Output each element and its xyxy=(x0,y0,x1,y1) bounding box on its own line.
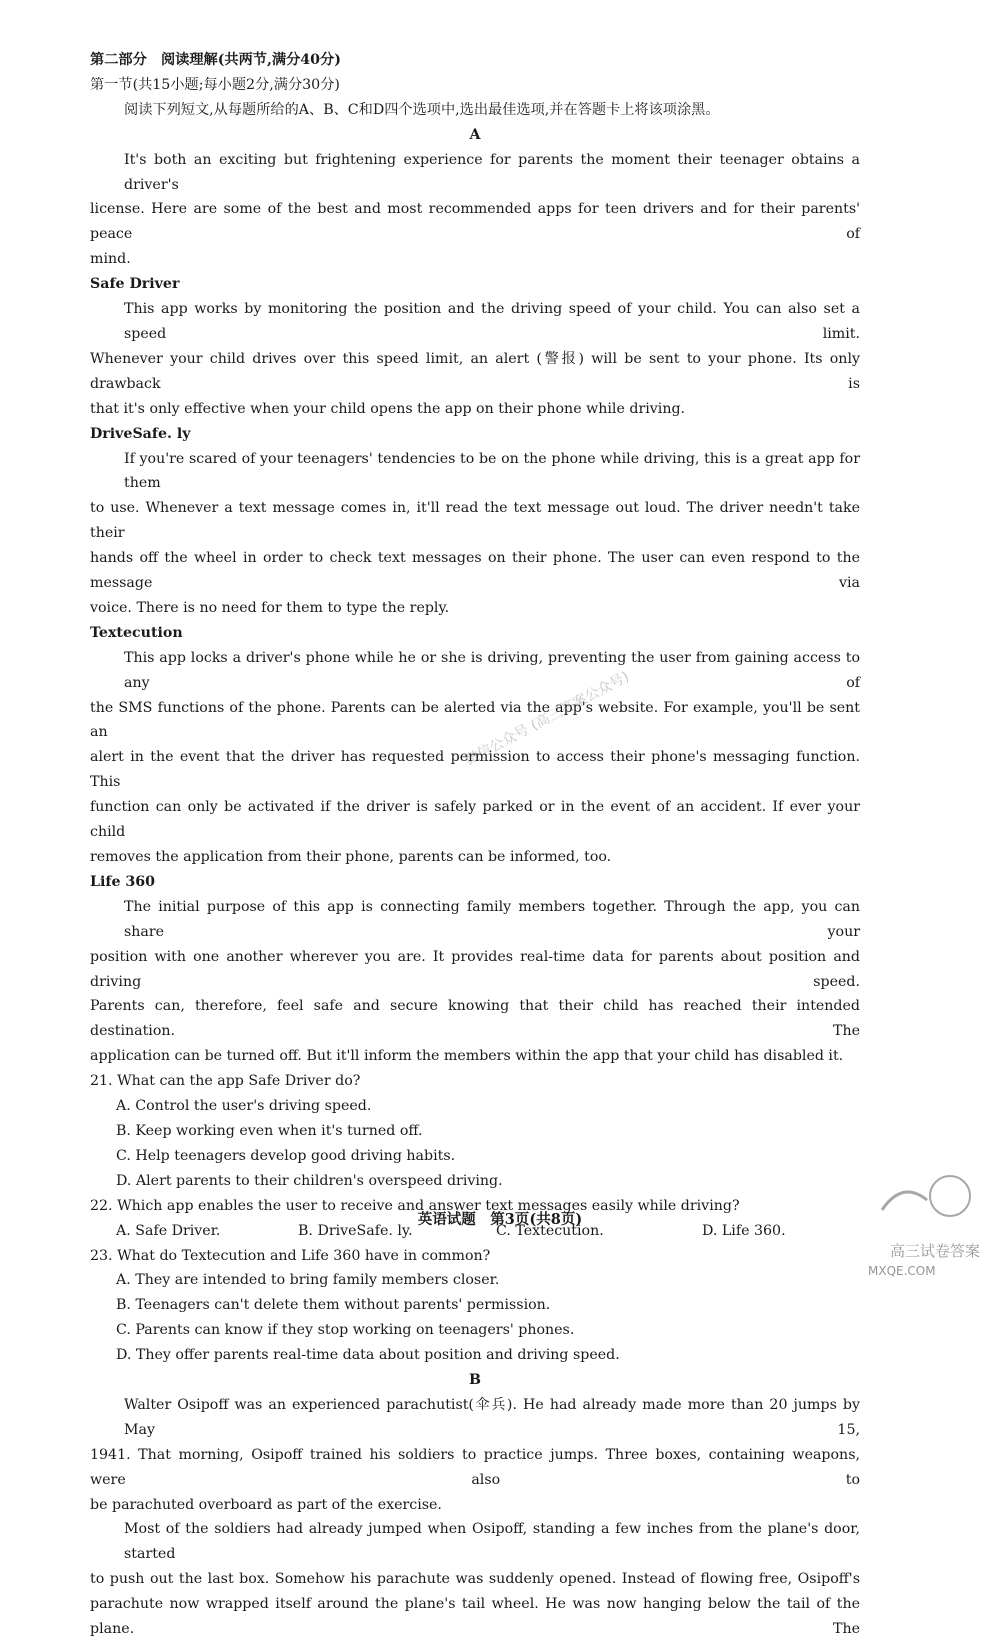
passage-a-label: A xyxy=(469,126,481,143)
paragraph-line: The initial purpose of this app is connecting family members together. Through the app, you can share your xyxy=(124,898,860,940)
question-23-option-a: A. They are intended to bring family members closer. xyxy=(116,1272,500,1289)
question-23-option-d: D. They offer parents real-time data about position and driving speed. xyxy=(116,1347,620,1364)
app-heading-safe-driver: Safe Driver xyxy=(90,276,180,293)
paragraph-line: This app locks a driver's phone while he or she is driving, preventing the user from gaining access to any of xyxy=(124,649,860,691)
paragraph-line: position with one another wherever you are. It provides real-time data for parents about position and driving speed. xyxy=(90,948,860,990)
question-22-option-a: A. Safe Driver. xyxy=(116,1222,221,1239)
question-22-stem: 22. Which app enables the user to receive and answer text messages easily while driving? xyxy=(90,1197,740,1214)
paragraph-line: Parents can, therefore, feel safe and secure knowing that their child has reached their intended destination. The xyxy=(90,998,860,1040)
paragraph-line: voice. There is no need for them to type the reply. xyxy=(90,599,450,616)
paragraph-line: to push out the last box. Somehow his parachute was suddenly opened. Instead of flowing free, Osipoff's xyxy=(90,1571,860,1588)
paragraph-line: This app works by monitoring the position and the driving speed of your child. You can also set a speed limit. xyxy=(124,301,860,342)
paragraph-line: the SMS functions of the phone. Parents can be alerted via the app's website. For example, you'll be sent an xyxy=(90,699,860,741)
section-title: 第一节(共15小题;每小题2分,满分30分) xyxy=(90,76,340,93)
question-22-option-b: B. DriveSafe. ly. xyxy=(298,1222,413,1239)
watermark-logo-text: 高三试卷答案 xyxy=(890,1242,981,1260)
app-heading-life360: Life 360 xyxy=(90,873,156,890)
question-21-stem: 21. What can the app Safe Driver do? xyxy=(90,1073,361,1090)
question-22-option-c: C. Textecution. xyxy=(496,1222,604,1239)
passage-a-intro-line: license. Here are some of the best and most recommended apps for teen drivers and for their parents' peace of xyxy=(90,201,860,243)
paragraph-line: that it's only effective when your child opens the app on their phone while driving. xyxy=(90,400,686,417)
app-heading-drivesafe: DriveSafe. ly xyxy=(90,425,191,442)
passage-a-intro-line: mind. xyxy=(90,251,131,268)
passage-a-intro-line: It's both an exciting but frightening experience for parents the moment their teenager obtains a driver's xyxy=(124,151,860,193)
question-23-option-b: B. Teenagers can't delete them without parents' permission. xyxy=(116,1297,551,1314)
instruction: 阅读下列短文,从每题所给的A、B、C和D四个选项中,选出最佳选项,并在答题卡上将该项涂黑。 xyxy=(124,101,720,118)
paragraph-line: Walter Osipoff was an experienced parachutist(伞兵). He had already made more than 20 jumps by May 15, xyxy=(124,1396,860,1438)
paragraph-line: to use. Whenever a text message comes in, it'll read the text message out loud. The driver needn't take their xyxy=(90,500,860,542)
watermark-logo-url: MXQE.COM xyxy=(868,1264,936,1278)
question-22-option-d: D. Life 360. xyxy=(702,1222,786,1239)
paragraph-line: hands off the wheel in order to check text messages on their phone. The user can even respond to the message via xyxy=(90,550,860,592)
watermark-diagonal: 微信公众号 (高三答案公众号) xyxy=(462,668,632,769)
passage-b-label: B xyxy=(469,1372,481,1389)
exam-page xyxy=(90,48,860,1642)
question-21-option-b: B. Keep working even when it's turned off. xyxy=(116,1122,423,1139)
paragraph-line: 1941. That morning, Osipoff trained his soldiers to practice jumps. Three boxes, containing weapons, were also to xyxy=(90,1446,860,1488)
paragraph-line: alert in the event that the driver has requested permission to access their phone's messaging function. This xyxy=(90,749,860,791)
paragraph-line: If you're scared of your teenagers' tendencies to be on the phone while driving, this is a great app for them xyxy=(124,450,860,492)
app-heading-textecution: Textecution xyxy=(90,624,183,641)
paragraph-line: function can only be activated if the driver is safely parked or in the event of an accident. If ever your child xyxy=(90,799,860,841)
paragraph-line: parachute now wrapped itself around the plane's tail wheel. He was now hanging below the tail of the plane. The xyxy=(90,1596,860,1638)
page-footer: 英语试题 第3页(共8页) xyxy=(417,1211,583,1228)
question-23-option-c: C. Parents can know if they stop working on teenagers' phones. xyxy=(116,1322,575,1339)
paragraph-line: Most of the soldiers had already jumped when Osipoff, standing a few inches from the plane's door, started xyxy=(124,1521,860,1563)
question-21-option-a: A. Control the user's driving speed. xyxy=(116,1098,372,1115)
part-title: 第二部分 阅读理解(共两节,满分40分) xyxy=(90,52,341,68)
paragraph-line: removes the application from their phone, parents can be informed, too. xyxy=(90,849,612,865)
paragraph-line: application can be turned off. But it'll inform the members within the app that your child has disabled it. xyxy=(90,1048,844,1065)
paragraph-line: be parachuted overboard as part of the exercise. xyxy=(90,1496,442,1513)
question-21-option-d: D. Alert parents to their children's overspeed driving. xyxy=(116,1172,503,1189)
question-23-stem: 23. What do Textecution and Life 360 have in common? xyxy=(90,1247,491,1264)
paragraph-line: Whenever your child drives over this speed limit, an alert (警报) will be sent to your phone. Its only drawback is xyxy=(90,350,860,392)
question-21-option-c: C. Help teenagers develop good driving habits. xyxy=(116,1147,456,1164)
